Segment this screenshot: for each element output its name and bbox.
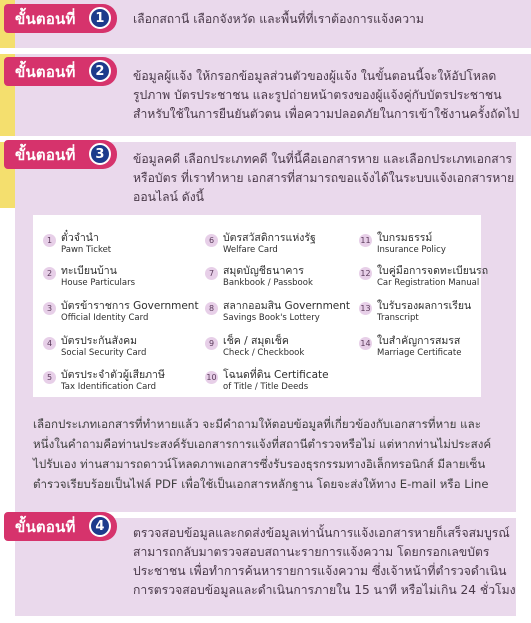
step-1-text [133,10,424,29]
document-name-en: Car Registration Manual [377,278,480,288]
document-item [205,299,350,324]
document-name-en: Check / Checkbook [223,348,305,358]
document-item [205,368,329,393]
step-text-line: หรือบัตร ที่เราทำหาย เอกสารที่สามารถขอแจ้งได้ในระบบแจ้งเอกสารหาย [133,171,515,185]
document-name-en: Bankbook / Passbook [223,278,313,288]
document-item [43,368,165,393]
document-item [43,264,135,289]
item-number-badge: 13 [360,304,371,313]
step-number-badge: 3 [89,143,111,165]
step-number-badge: 1 [89,7,111,29]
document-name-th: บัตรสวัสดิการแห่งรัฐ [223,232,316,244]
document-item [205,334,304,359]
item-number-badge: 12 [360,269,371,278]
item-number-badge: 1 [43,234,56,247]
document-item [359,334,461,359]
document-item [43,299,199,324]
document-name-th: บัตรประจำตัวผู้เสียภาษี [61,369,165,381]
document-name-th: สลากออมสิน Government [223,300,351,312]
step-text-line: เลือกสถานี เลือกจังหวัด และพื้นที่ที่เราต้องการแจ้งความ [133,12,424,26]
step-text-line: สามารถกลับมาตรวจสอบสถานะรายการแจ้งความ โดยกรอกเลขบัตร [133,545,490,559]
document-name-en: Tax Identification Card [61,382,157,392]
step-text-line: สำหรับใช้ในการยืนยันตัวตน เพื่อความปลอดภัยในการเข้าใช้งานครั้งถัดไป [133,107,520,121]
paragraph-line: ไปรับเอง ท่านสามารถดาวน์โหลดภาพเอกสารซึ่งรับรองธุรกรรมทางอิเล็กทรอนิกส์ มีลายเซ็น [33,457,486,471]
document-name-th: ทะเบียนบ้าน [61,265,117,277]
step-label-text: ขั้นตอนที่ [15,62,76,81]
document-name-th: ตั๋วจำนำ [61,232,99,244]
document-item [359,264,488,289]
step-3-text [133,150,514,207]
step-4-text [133,524,516,600]
step-number-badge: 2 [89,60,111,82]
step-text-line: การตรวจสอบข้อมูลและดำเนินการภายใน 15 นาที หรือไม่เกิน 24 ชั่วโมง [133,583,516,597]
document-name-th: บัตรประกันสังคม [61,335,138,347]
step-3-label [4,140,117,169]
document-name-en: Transcript [377,313,419,323]
item-number-badge: 3 [43,302,56,315]
step-text-line: ข้อมูลผู้แจ้ง ให้กรอกข้อมูลส่วนตัวของผู้แจ้ง ในขั้นตอนนี้จะให้อัปโหลด [133,69,497,83]
document-item [43,231,111,256]
step-2-text [133,67,519,124]
document-types-card [33,215,489,397]
step-label-text: ขั้นตอนที่ [15,145,76,164]
paragraph-line: หนึ่งในคำถามคือท่านประสงค์รับเอกสารการแจ้งที่สถานีตำรวจหรือไม่ แต่หากท่านไม่ประสงค์ [33,437,492,451]
item-number-badge: 4 [43,337,56,350]
document-item [205,231,316,256]
step-2-label [4,57,117,86]
document-name-th: ใบกรมธรรม์ [377,232,433,244]
document-name-th: เช็ค / สมุดเช็ค [223,335,289,347]
step-4-label [4,512,117,541]
item-number-badge: 11 [360,236,371,245]
step-label-text: ขั้นตอนที่ [15,517,76,536]
instructions-paragraph [33,414,519,494]
document-name-en: Marriage Certificate [377,348,462,358]
document-name-en: House Particulars [61,278,136,288]
step-text-line: รูปภาพ บัตรประชาชน และรูปถ่ายหน้าตรงของผู้แจ้งคู่กับบัตรประชาชน [133,88,502,102]
document-name-th: บัตรข้าราชการ Government [61,300,199,312]
document-name-th: ใบรับรองผลการเรียน [377,300,472,312]
item-number-badge: 8 [205,302,218,315]
document-name-th: โฉนดที่ดิน Certificate [223,369,329,381]
step-text-line: ออนไลน์ ดังนี้ [133,190,204,204]
step-1-label [4,4,117,33]
document-name-en: Welfare Card [223,245,278,255]
item-number-badge: 6 [205,234,218,247]
item-number-badge: 2 [43,267,56,280]
step-text-line: ประชาชน เพื่อทำการค้นหารายการแจ้งความ ซึ่งเจ้าหน้าที่ตำรวจดำเนิน [133,564,507,578]
document-item [359,299,471,324]
step-text-line: ข้อมูลคดี เลือกประเภทคดี ในที่นี้คือเอกสารหาย และเลือกประเภทเอกสาร [133,152,513,166]
document-item [43,334,146,359]
item-number-badge: 9 [205,337,218,350]
item-number-badge: 5 [43,371,56,384]
step-label-text: ขั้นตอนที่ [15,9,76,28]
document-name-en: Social Security Card [61,348,147,358]
document-name-en: Savings Book's Lottery [223,313,320,323]
document-name-th: สมุดบัญชีธนาคาร [223,265,304,277]
paragraph-line: ตำรวจเรียบร้อยเป็นไฟล์ PDF เพื่อใช้เป็นเอกสารหลักฐาน โดยจะส่งให้ทาง E-mail หรือ Line [33,477,489,491]
paragraph-line: เลือกประเภทเอกสารที่ทำหายแล้ว จะมีคำถามให้ตอบข้อมูลที่เกี่ยวข้องกับเอกสารที่หาย และ [33,417,481,431]
document-name-th: ใบคู่มือการจดทะเบียนรถ [377,265,489,277]
document-name-en: of Title / Title Deeds [223,382,309,392]
document-item [359,231,446,256]
item-number-badge: 7 [205,267,218,280]
step-number-badge: 4 [89,515,111,537]
item-number-badge: 10 [206,373,217,382]
document-name-en: Official Identity Card [61,313,149,323]
document-name-en: Insurance Policy [377,245,446,255]
item-number-badge: 14 [360,339,371,348]
document-item [205,264,313,289]
document-name-th: ใบสำคัญการสมรส [377,335,461,347]
document-name-en: Pawn Ticket [61,245,112,255]
step-text-line: ตรวจสอบข้อมูลและกดส่งข้อมูลเท่านั้นการแจ้งเอกสารหายก็เสร็จสมบูรณ์ [133,526,510,540]
